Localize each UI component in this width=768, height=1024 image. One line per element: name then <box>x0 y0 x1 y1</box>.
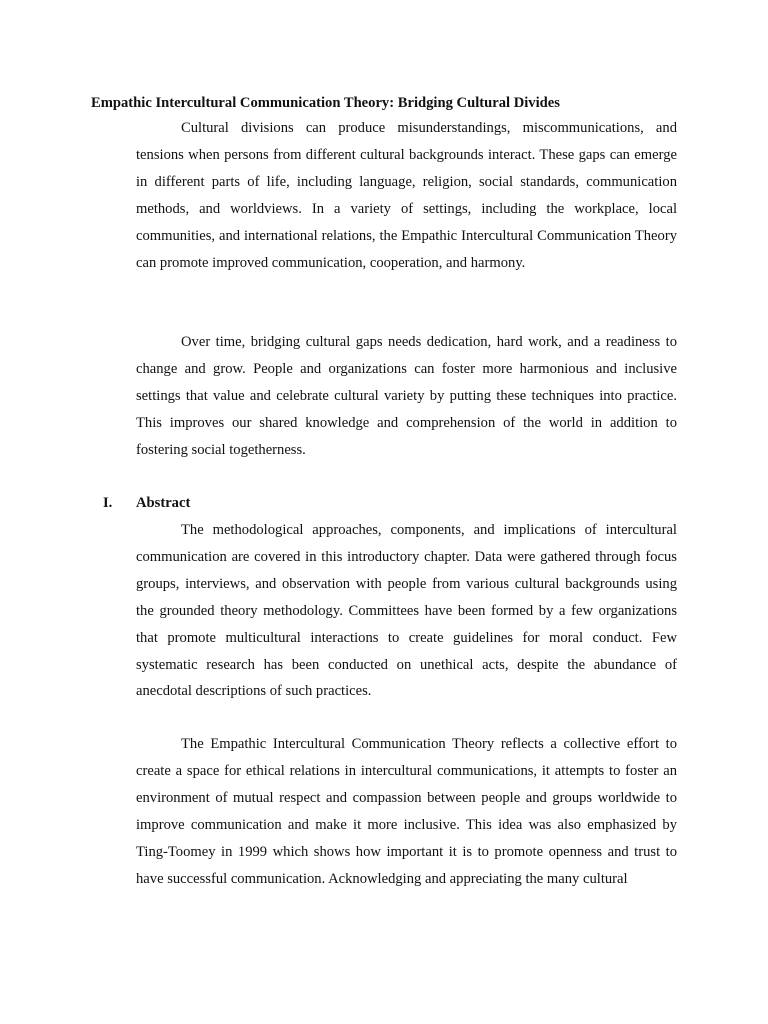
intro-paragraph-1: Cultural divisions can produce misunderstandings, miscommunications, and tensions when persons from different cultural backgrounds interact. These gaps can emerge in different parts of life, including language, religion, social standards, communication methods, and worldviews. In a variety of settings, including the workplace, local communities, and international relations, the Empathic Intercultural Communication Theory can promote improved communication, cooperation, and harmony. <box>136 120 677 271</box>
section-number: I. <box>103 495 113 511</box>
intro-paragraph-2: Over time, bridging cultural gaps needs dedication, hard work, and a readiness to change and grow. People and organizations can foster more harmonious and inclusive settings that value and celebrate cultural variety by putting these techniques into practice. This improves our shared knowledge and comprehension of the world in addition to fostering social togetherness. <box>136 334 677 458</box>
abstract-paragraph-1: The methodological approaches, components, and implications of intercultural communication are covered in this introductory chapter. Data were gathered through focus groups, interviews, and observation with people from various cultural backgrounds using the grounded theory methodology. Committees have been formed by a few organizations that promote multicultural interactions to create guidelines for moral conduct. Few systematic research has been conducted on unethical acts, despite the abundance of anecdotal descriptions of such practices. <box>136 522 677 700</box>
document-title: Empathic Intercultural Communication Theory: Bridging Cultural Divides <box>91 95 560 111</box>
section-heading: Abstract <box>136 495 191 511</box>
abstract-paragraph-2: The Empathic Intercultural Communication Theory reflects a collective effort to create a space for ethical relations in intercultural communications, it attempts to foster an environment of mutual respect and compassion between people and groups worldwide to improve communication and make it more inclusive. This idea was also emphasized by Ting-Toomey in 1999 which shows how important it is to promote openness and trust to have successful communication. Acknowledging and appreciating the many cultural <box>136 736 677 887</box>
